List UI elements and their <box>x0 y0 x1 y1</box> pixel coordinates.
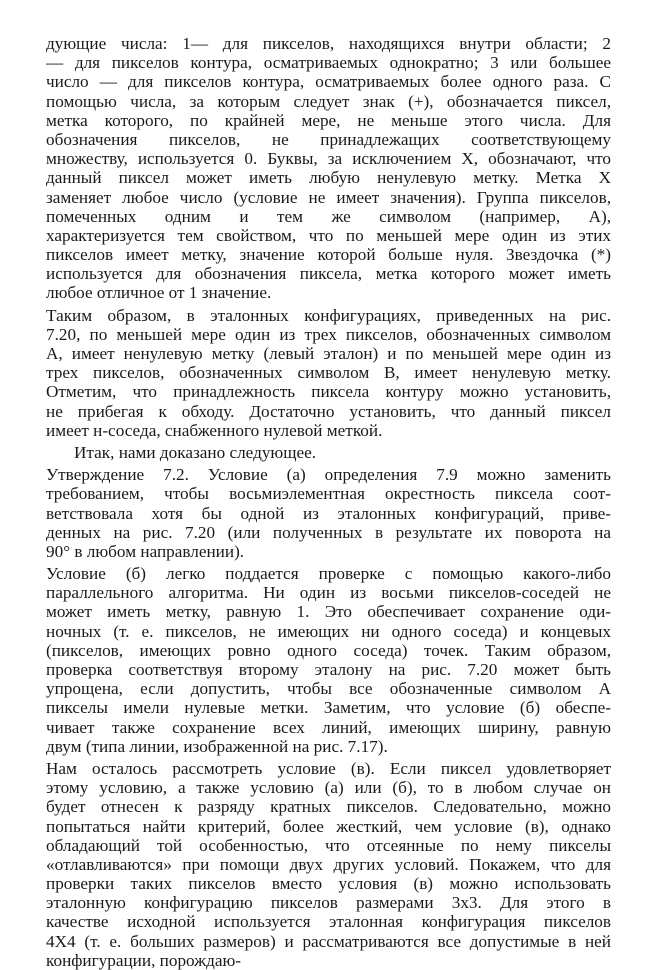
text-line: этому условию, а также условию (а) или (б), то в любом случае он <box>46 778 611 798</box>
text-line: A, имеет ненулевую метку (левый эталон) и по меньшей мере один из <box>46 344 611 363</box>
text-line: Нам осталось рассмотреть условие (в). Если пиксел удовлетворяет <box>46 758 611 778</box>
text-line: 90° в любом направлении). <box>46 541 245 561</box>
text-line: будет отнесен к разряду кратных пикселов. Следовательно, можно <box>46 797 611 817</box>
text-line: «отлавливаются» при помощи двух других условий. Покажем, что для <box>46 854 611 874</box>
text-line: чивает также сохранение всех линий, имеющих ширину, равную <box>46 717 611 737</box>
text-line: трех пикселов, обозначенных символом B, имеет ненулевую метку. <box>46 363 611 383</box>
text-line: не прибегая к обходу. Достаточно установить, что данный пиксел <box>46 401 611 421</box>
text-line: Отметим, что принадлежность пиксела контуру можно установить, <box>46 382 611 402</box>
paragraph <box>46 465 611 561</box>
text-line: обладающий той особенностью, что отсеянные по нему пикселы <box>46 835 611 855</box>
text-line: Утверждение 7.2. Условие (а) определения 7.9 можно заменить <box>46 465 611 485</box>
text-line: Итак, нами доказано следующее. <box>74 442 317 462</box>
text-line: денных на рис. 7.20 (или полученных в результате их поворота на <box>46 522 611 542</box>
text-line: проверки таких пикселов вместо условия (в) можно использовать <box>46 874 611 894</box>
text-line: имеет н-соседа, снабженного нулевой меткой. <box>46 420 383 440</box>
text-line: ночных (т. е. пикселов, не имеющих ни одного соседа) и концевых <box>46 621 611 641</box>
text-line: 7.20, по меньшей мере один из трех пикселов, обозначенных символом <box>46 324 611 344</box>
paragraph <box>46 306 611 440</box>
text-line: характеризуется тем свойством, что по меньшей мере один из этих <box>46 225 611 245</box>
text-body <box>46 34 611 970</box>
text-line: данный пиксел может иметь любую ненулевую метку. Метка X <box>46 168 611 188</box>
text-line: 4X4 (т. е. больших размеров) и рассматриваются все допустимые в ней <box>46 931 611 951</box>
text-line: пикселов имеет метку, значение которой больше нуля. Звездочка (*) <box>46 245 611 265</box>
paragraph <box>46 443 611 462</box>
text-line: пикселы имели нулевые метки. Заметим, что условие (б) обеспе- <box>46 698 611 718</box>
text-line: упрощена, если допустить, чтобы все обозначенные символом A <box>46 679 611 699</box>
text-line: конфигурации, порождаю- <box>46 950 242 970</box>
text-line: обозначения пикселов, не принадлежащих соответствующему <box>46 129 611 149</box>
text-line: параллельного алгоритма. Ни один из восьми пикселов-соседей не <box>46 583 611 603</box>
text-line: эталонную конфигурацию пикселов размерами 3x3. Для этого в <box>46 893 611 913</box>
text-line: попытаться найти критерий, более жесткий, чем условие (в), однако <box>46 816 611 836</box>
text-line: помощью числа, за которым следует знак (+), обозначается пиксел, <box>46 91 611 111</box>
text-line: любое отличное от 1 значение. <box>46 283 272 303</box>
paragraph <box>46 759 611 970</box>
paragraph <box>46 34 611 303</box>
text-line: качестве исходной используется эталонная конфигурация пикселов <box>46 912 611 932</box>
text-line: множеству, используется 0. Буквы, за исключением X, обозначают, что <box>46 149 611 169</box>
text-line: помеченных одним и тем же символом (например, A), <box>46 206 611 226</box>
text-line: проверка соответствуя второму эталону на рис. 7.20 может быть <box>46 660 611 679</box>
paragraph <box>46 564 611 756</box>
text-line: может иметь метку, равную 1. Это обеспечивает сохранение оди- <box>46 602 611 622</box>
text-line: Таким образом, в эталонных конфигурациях, приведенных на рис. <box>46 305 611 325</box>
text-line: требованием, чтобы восьмиэлементная окрестность пиксела соот- <box>46 484 611 504</box>
document-page <box>46 34 611 970</box>
text-line: (пикселов, имеющих ровно одного соседа) точек. Таким образом, <box>46 640 611 660</box>
text-line: Условие (б) легко поддается проверке с помощью какого-либо <box>46 564 611 584</box>
text-line: метка которого, по крайней мере, не меньше этого числа. Для <box>46 110 611 130</box>
text-line: двум (типа линии, изображенной на рис. 7.17). <box>46 736 388 756</box>
text-line: дующие числа: 1— для пикселов, находящихся внутри области; 2 <box>46 34 611 53</box>
text-line: число — для пикселов контура, осматриваемых более одного раза. С <box>46 72 611 92</box>
text-line: заменяет любое число (условие не имеет значения). Группа пикселов, <box>46 187 611 207</box>
text-line: используется для обозначения пиксела, метка которого может иметь <box>46 264 611 284</box>
text-line: ветствовала хотя бы одной из эталонных конфигураций, приве- <box>46 503 611 523</box>
text-line: — для пикселов контура, осматриваемых однократно; 3 или большее <box>46 53 611 73</box>
